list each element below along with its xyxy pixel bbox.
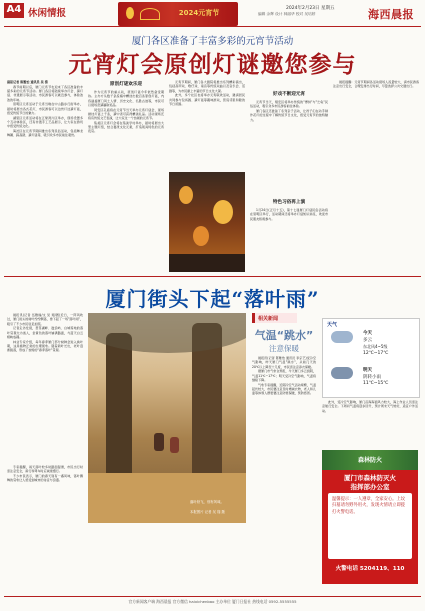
day1-label: 今天: [363, 331, 372, 336]
story1-col-1: [7, 80, 83, 273]
cloud-icon: [331, 331, 353, 343]
story1-col-4: [250, 100, 328, 197]
story2-col-2: [7, 465, 83, 585]
lantern-icon: [193, 226, 209, 246]
paragraph: 记者走访发现，筼筜湖畔、鼓浪屿、白城等地的落叶景观尤为迷人，金黄色的落叶铺满路面，与蓝天白云相映成趣。: [7, 326, 83, 339]
lantern-icon: [179, 186, 193, 204]
weather-box: [322, 318, 420, 398]
paragraph: 集美区元宵灯会将在集美学村举办，届时将展出大型主题灯组，结合嘉庚文化元素，打造别具特色的元宵夜景。: [88, 120, 164, 134]
paragraph: 元宵节期间，厦门各大剧院将推出系列精彩演出，包括高甲戏、歌仔戏、南音等传统戏曲以及音乐会、话剧等，为市民献上丰富的节日文化大餐。: [169, 80, 245, 93]
day2-desc: 阴转小雨: [363, 375, 381, 380]
ad-phone: 火警电话 5204119、110: [335, 566, 405, 572]
story2-col-1: [7, 313, 83, 463]
story1-col-2: [88, 90, 164, 273]
footer-text: 官方新闻客户端 海西晨报 官方微信 haixichenbao 主办单位 厦门日报社 热线电话 0592-5555555: [128, 599, 297, 604]
weather-col-2: [322, 400, 418, 448]
fire-prevention-ad: [322, 450, 418, 584]
page-number: A4: [6, 4, 22, 15]
paragraph: 海沧区在元宵节期间推出系列民俗活动，包括舞龙舞狮、踩高跷、猜灯谜等，吸引众多市民前往观赏。: [7, 128, 83, 138]
weather-subhead: 注意保暖: [269, 344, 299, 353]
paragraph: 厦门各区还准备了系列亲子活动，让孩子们在动手制作花灯的过程中了解传统节日文化，感受元宵节的独特魅力。: [250, 108, 328, 122]
falling-leaves-photo: [88, 313, 246, 523]
paragraph: 林业专家介绍，每年春季厦门部分树种会进入换叶期，这是植物正常的生理现象。随着新叶长出，老叶逐渐脱落，形成了独特的"春季落叶"景观。: [7, 339, 83, 353]
day1-desc: 多云: [363, 338, 372, 343]
day1-wind: 东北风4~5级: [363, 344, 388, 349]
paragraph: 气象专家提醒，近期冷空气活动频繁，气温起伏较大，市民要注意及时增减衣物，老人和儿童等体弱人群更要注意防寒保暖，预防感冒。: [252, 382, 316, 396]
story1-kicker: 厦门各区准备了丰富多彩的元宵节活动: [131, 36, 294, 47]
day2-label: 明天: [363, 368, 372, 373]
paragraph: 不少市民表示，厦门的春天别有一番风味，落叶飘舞的景象让人感受到城市的诗意与浪漫。: [7, 473, 83, 483]
child-figure-icon: [154, 433, 164, 451]
story2-headline: 厦门街头下起“落叶雨”: [105, 287, 320, 311]
header-banner-image: [118, 2, 238, 26]
story1-headline: 元宵灯会原创灯谜邀您参与: [68, 51, 357, 78]
paragraph: 春节前期以后，厦门元宵节也迎来了各区准备的丰富多彩的元宵节活动。厦门各区将陆续举办灯会、猜灯谜、非遗展示等活动，市民游客可以就近参与，体验浓浓的年味。: [7, 84, 83, 102]
weather-col-1: [252, 356, 316, 584]
subhead-1: 原创灯谜欢乐迎: [109, 82, 143, 87]
lantern-icon: [126, 7, 134, 19]
paragraph: 据厦门市气象台预报，今天厦门多云到阴，气温11℃~17℃；明天受冷空气影响，气温将继续下降。: [252, 369, 316, 382]
photo-credit: 本报图片 记者 吴 翔 摄: [190, 510, 225, 514]
weather-headline: 气温“跳水”: [254, 329, 314, 342]
masthead-logo: [368, 3, 420, 21]
subhead-2: 好戏不断迎元宵: [272, 92, 306, 97]
ad-brand-text: 森林防火: [357, 457, 382, 464]
rain-cloud-icon: [331, 367, 353, 379]
editor-line: 编辑 余辉 设计 林丽华 校对 吴培婷: [258, 12, 316, 16]
child-figure-icon: [170, 437, 179, 453]
story1-col-5: [333, 80, 419, 273]
paragraph: 此外，受冷空气影响，厦门沿海海面风力较大，海上作业人员需注意航行安全。下周初气温将逐步回升，预计周末天气转好，适宜户外活动。: [322, 400, 418, 413]
byline: 晨报记者 陈雅怡 通讯员 吴 倩: [7, 80, 48, 84]
section-title: 休闲情报: [28, 8, 67, 19]
story-divider: [4, 276, 421, 277]
leaf-ground: [88, 473, 246, 523]
paragraph: 作为元宵节的重头戏，原创灯谜今年依然备受期待。主办方从数千条投稿中精选出数百条原创灯谜，内容涵盖厦门风土人情、历史文化、名胜古迹等，市民可以现场竞猜赢取奖品。: [88, 90, 164, 107]
header-rule: [4, 26, 421, 27]
photo-caption: 落叶纷飞，别有风味。: [190, 500, 224, 504]
issue-date: 2024年2月23日 星期五: [286, 6, 335, 11]
tree-icon: [106, 333, 132, 493]
paragraph: 晨报讯(记者 陈雅怡 通讯员 李宗艺)受冷空气影响，昨天厦门气温"跳水"，从前几天的20℃以上降至十几度，市民需注意添衣保暖。: [252, 356, 316, 369]
day2-temp: 11℃~15℃: [363, 381, 389, 386]
ad-body: 温馨提示：一人遵章，全家安心。上坟扫墓请勿野外用火，发现火情请立即拨打火警电话。: [332, 497, 406, 515]
weather-box-title: 天气: [327, 322, 338, 328]
paragraph: 此外，多个社区也将举办元宵联欢活动，邀请居民共同参与包汤圆、猜灯谜等趣味游戏，营造邻里和睦的节日氛围。: [169, 93, 245, 106]
story1-col-4b: [250, 208, 328, 273]
ad-subtitle: 指挥部办公室: [350, 483, 390, 491]
lantern-icon: [213, 200, 233, 224]
paragraph: 晨报讯(记者 伍雅瑜/文 吴 翔/图)近日，一阵风吹过，厦门街头的树叶纷纷飘落，像下起了一场"落叶雨"，吸引了不少市民驻足拍照。: [7, 313, 83, 326]
lantern-photo: [169, 172, 245, 272]
footer-rule: [4, 596, 421, 597]
paragraph: 思明区元宵活动于元宵当晚在中山路步行街举办，届时将展出各式花灯，市民游客可以边赏灯边猜灯谜，感受传统节日的魅力。: [7, 102, 83, 115]
paragraph: 晨报提醒：元宵节期间各活动现场人流量较大，请市民游客注意出行安全，合理安排出行时间，尽量选择公共交通出行。: [333, 80, 419, 89]
masthead-text: 海西晨报: [368, 8, 414, 21]
paragraph: 同安区孔庙将在元宵节当天举办元宵灯谜会，现场悬挂灯谜上千条，猜中者可获得精美礼品。活动现场还将有传统文艺表演，让大家过一个热闹的元宵节。: [88, 107, 164, 121]
paragraph: 1月24日(正月十五)，第十七届厦门灯谜民俗活动将在思明区举行，活动期间还将举办灯谜知识讲座，欢迎市民朋友积极参与。: [250, 208, 328, 221]
day1-temp: 12℃~17℃: [363, 351, 389, 356]
paragraph: 元宵节当天，翔安区将举办传统的"博饼"与"乞龟"民俗活动，吸引众多市民游客前往体验。: [250, 100, 328, 109]
subhead-3: 特色习俗再上演: [272, 200, 306, 205]
dragon-decoration-icon: [140, 8, 160, 20]
crowd-silhouette: [169, 254, 245, 272]
ad-title: 厦门市森林防灭火: [344, 474, 396, 482]
paragraph: 湖里区元宵活动将在五缘湾片区举办，现场设置多个互动体验区，还有非遗手工艺品展示，让大家在游玩中感受传统文化。: [7, 115, 83, 129]
related-news-label: 相关新闻: [258, 316, 279, 322]
banner-text: 2024元宵节: [178, 9, 220, 17]
paragraph: 专家提醒，雨天落叶较多时路面湿滑，市民出行时需注意安全，骑行和驾车时应减速慢行。: [7, 465, 83, 474]
